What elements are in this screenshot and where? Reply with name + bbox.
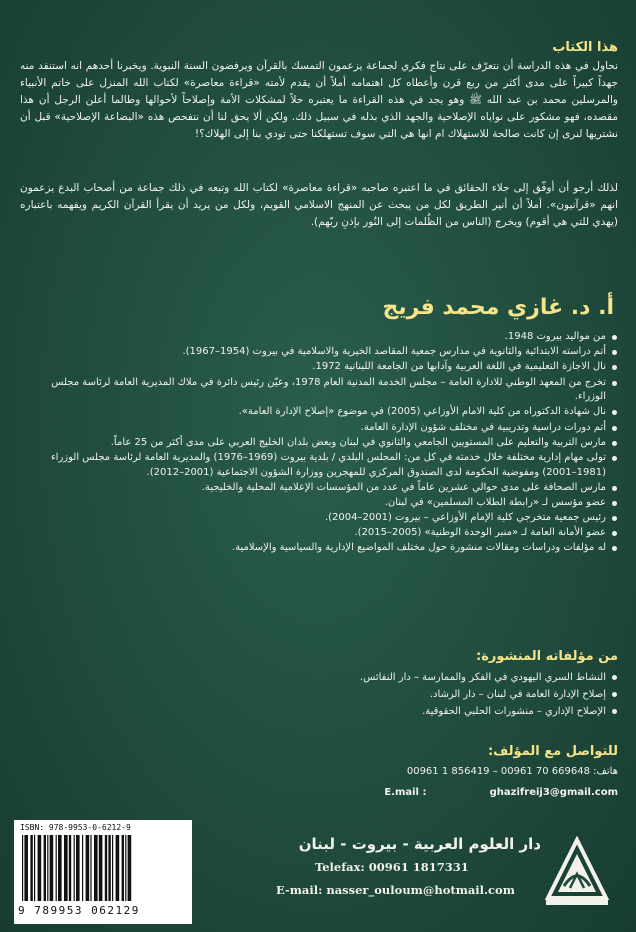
contact-email (384, 787, 618, 798)
barcode-bar (82, 835, 83, 901)
email-label: E.mail : (384, 787, 427, 798)
barcode-bar (94, 835, 98, 901)
bio-item: نال شهادة الدكتوراه من كلية الامام الأوزاعي (2005) في موضوع «إصلاح الإدارة العامة». (18, 405, 618, 420)
bio-item: أتم دورات دراسية وتدريبية في مختلف شؤون الإدارة العامة. (18, 421, 618, 436)
barcode-bar (108, 835, 110, 901)
bio-item: رئيس جمعية متخرجي كلية الإمام الأوزاعي – بيروت (2001–2004). (18, 511, 618, 526)
bio-item: نال الاجازة التعليمية في اللغة العربية وآدابها من الجامعة اللبنانية 1972. (18, 360, 618, 375)
about-paragraph-1: نحاول في هذه الدراسة أن نتعرّف على نتاج فكري لجماعة يزعمون التمسك بالقرآن ويرفضون السنة النبوية. ويخبرنا أحدهم انه استنفد منه جهداً كبيراً على مدى أكثر من ربع قرن وأعطاه كل اهتمامه أملاً أن يقدم لأمته «قراءة معاصرة» لكتاب الله المنزل على خاتم الأنبياء والمرسلين محمد بن عبد الله ﷺ وهو يجد في هذه القراءة ما يعتبره حلاً لمشكلات الأمة وإصلاحاً لأحوالها وطالما أعلن الرجل أن هذا مقصده، فهو مشكور على نواياه الإصلاحية والجهد الذي بذله في سبيل ذلك. ولكن ألا يحق لنا أن نتفحص هذه «البضاعة الإصلاحية» قبل أن نشتريها لنرى إن كانت صالحة للاستهلاك ام انها هي التي سوف تستهلكنا حتى تودي بنا إلى الهلاك؟! (20, 60, 618, 140)
barcode-bar (64, 835, 68, 901)
isbn-label: ISBN: 978-9953-0-6212-9 (20, 823, 131, 832)
barcode-bar (58, 835, 62, 901)
publisher-name: دار العلوم العربية - بيروت - لبنان (298, 835, 541, 853)
barcode-bar (90, 835, 91, 901)
about-paragraph-2: لذلك أرجو أن أوفّق إلى جلاء الحقائق في ما اعتبره صاحبه «قراءة معاصرة» لكتاب الله وتبعه في ذلك جماعة من أصحاب البدع يزعمون انهم «قرآنيون». أملاً أن أنير الطريق لكل من يبحث عن المنهج الاسلامي القويم، ولكل من يريد أن يقرأ القرآن الكريم ويفهمه باعتباره (يهدي للتي هي أقوم) ويخرج (الناس من الظُلمات إلى النُور بإذنِ ربّهم). (20, 182, 618, 228)
bio-item: تخرج من المعهد الوطني للادارة العامة – مجلس الخدمة المدنية العام 1978، وعيّن رئيس دائرة في ملاك المديرية العامة لرئاسة مجلس الوزراء. (18, 376, 618, 405)
bio-item: أتم دراسته الابتدائية والثانوية في مدارس جمعية المقاصد الخيرية والاسلامية في بيروت (1954–1967). (18, 345, 618, 360)
barcode-bar (34, 835, 35, 901)
work-item: الإصلاح الإداري – منشورات الحلبي الحقوقية. (118, 703, 618, 720)
barcode-bar (99, 835, 103, 901)
bio-item: عضو مؤسس لـ «رابطة الطلاب المسلمين» في لبنان. (18, 496, 618, 511)
barcode-bar (112, 835, 113, 901)
bio-item: له مؤلفات ودراسات ومقالات منشورة حول مختلف المواضيع الإدارية والسياسية والإسلامية. (18, 541, 618, 556)
barcode-bar (122, 835, 124, 901)
barcode-bar (30, 835, 32, 901)
email-address[interactable]: ghazifreij3@gmail.com (489, 787, 618, 798)
isbn-barcode (14, 820, 192, 924)
barcode-bar (74, 835, 75, 901)
bio-item: من مواليد بيروت 1948. (18, 330, 618, 345)
barcode-bar (38, 835, 42, 901)
bio-item: مارس التربية والتعليم على المستويين الجامعي والثانوي في لبنان وبعض بلدان الخليج العربي على مدى أكثر من 25 عاماً. (18, 436, 618, 451)
bio-item: مارس الصحافة على مدى حوالي عشرين عاماً في عدد من المؤسسات الإعلامية المحلية والخليجية. (18, 481, 618, 496)
author-bio-list (18, 330, 618, 557)
bio-item: تولى مهام إدارية مختلفة خلال خدمته في كل من: المجلس البلدي / بلدية بيروت (1969–1976) والمديرية العامة لرئاسة مجلس الوزراء (1981–2001) ومفوضية الحكومة لدى الصندوق المركزي للمهجرين ووزارة الشؤون الاجتماعية (2001–2012). (18, 451, 618, 480)
barcode-bar (22, 835, 23, 901)
bio-item: عضو الأمانة العامة لـ «منبر الوحدة الوطنية» (2005–2015). (18, 526, 618, 541)
barcode-bar (128, 835, 132, 901)
phone-number: 00961 1 856419 – 00961 70 669648 (406, 766, 590, 777)
barcode-bar (47, 835, 48, 901)
barcode-bar (125, 835, 126, 901)
phone-label: هاتف: (593, 766, 618, 777)
publisher-logo-icon (542, 836, 612, 908)
works-list (118, 669, 618, 720)
publisher-fax: Telefax: 00961 1817331 (315, 860, 469, 874)
barcode-bar (24, 835, 28, 901)
barcode-bar (50, 835, 54, 901)
barcode-bar (116, 835, 120, 901)
barcode-bar (56, 835, 57, 901)
barcode-bar (76, 835, 80, 901)
contact-phone (407, 765, 618, 779)
barcode-bar (105, 835, 107, 901)
works-title: من مؤلفاته المنشورة: (476, 649, 618, 664)
about-title: هذا الكتاب (552, 40, 618, 55)
author-name: أ. د. غازي محمد فريج (382, 295, 614, 320)
contact-title: للتواصل مع المؤلف: (487, 744, 618, 759)
barcode-bar (86, 835, 90, 901)
barcode-digits: 9 789953 062129 (18, 904, 140, 917)
work-item: إصلاح الإدارة العامة في لبنان – دار الرشاد. (118, 686, 618, 703)
barcode-bar (69, 835, 71, 901)
publisher-email[interactable]: E-mail: nasser_ouloum@hotmail.com (276, 883, 515, 897)
barcode-bar (44, 835, 46, 901)
work-item: النشاط السري اليهودي في الفكر والممارسة – دار النفائس. (118, 669, 618, 686)
barcode-bars (20, 835, 186, 903)
